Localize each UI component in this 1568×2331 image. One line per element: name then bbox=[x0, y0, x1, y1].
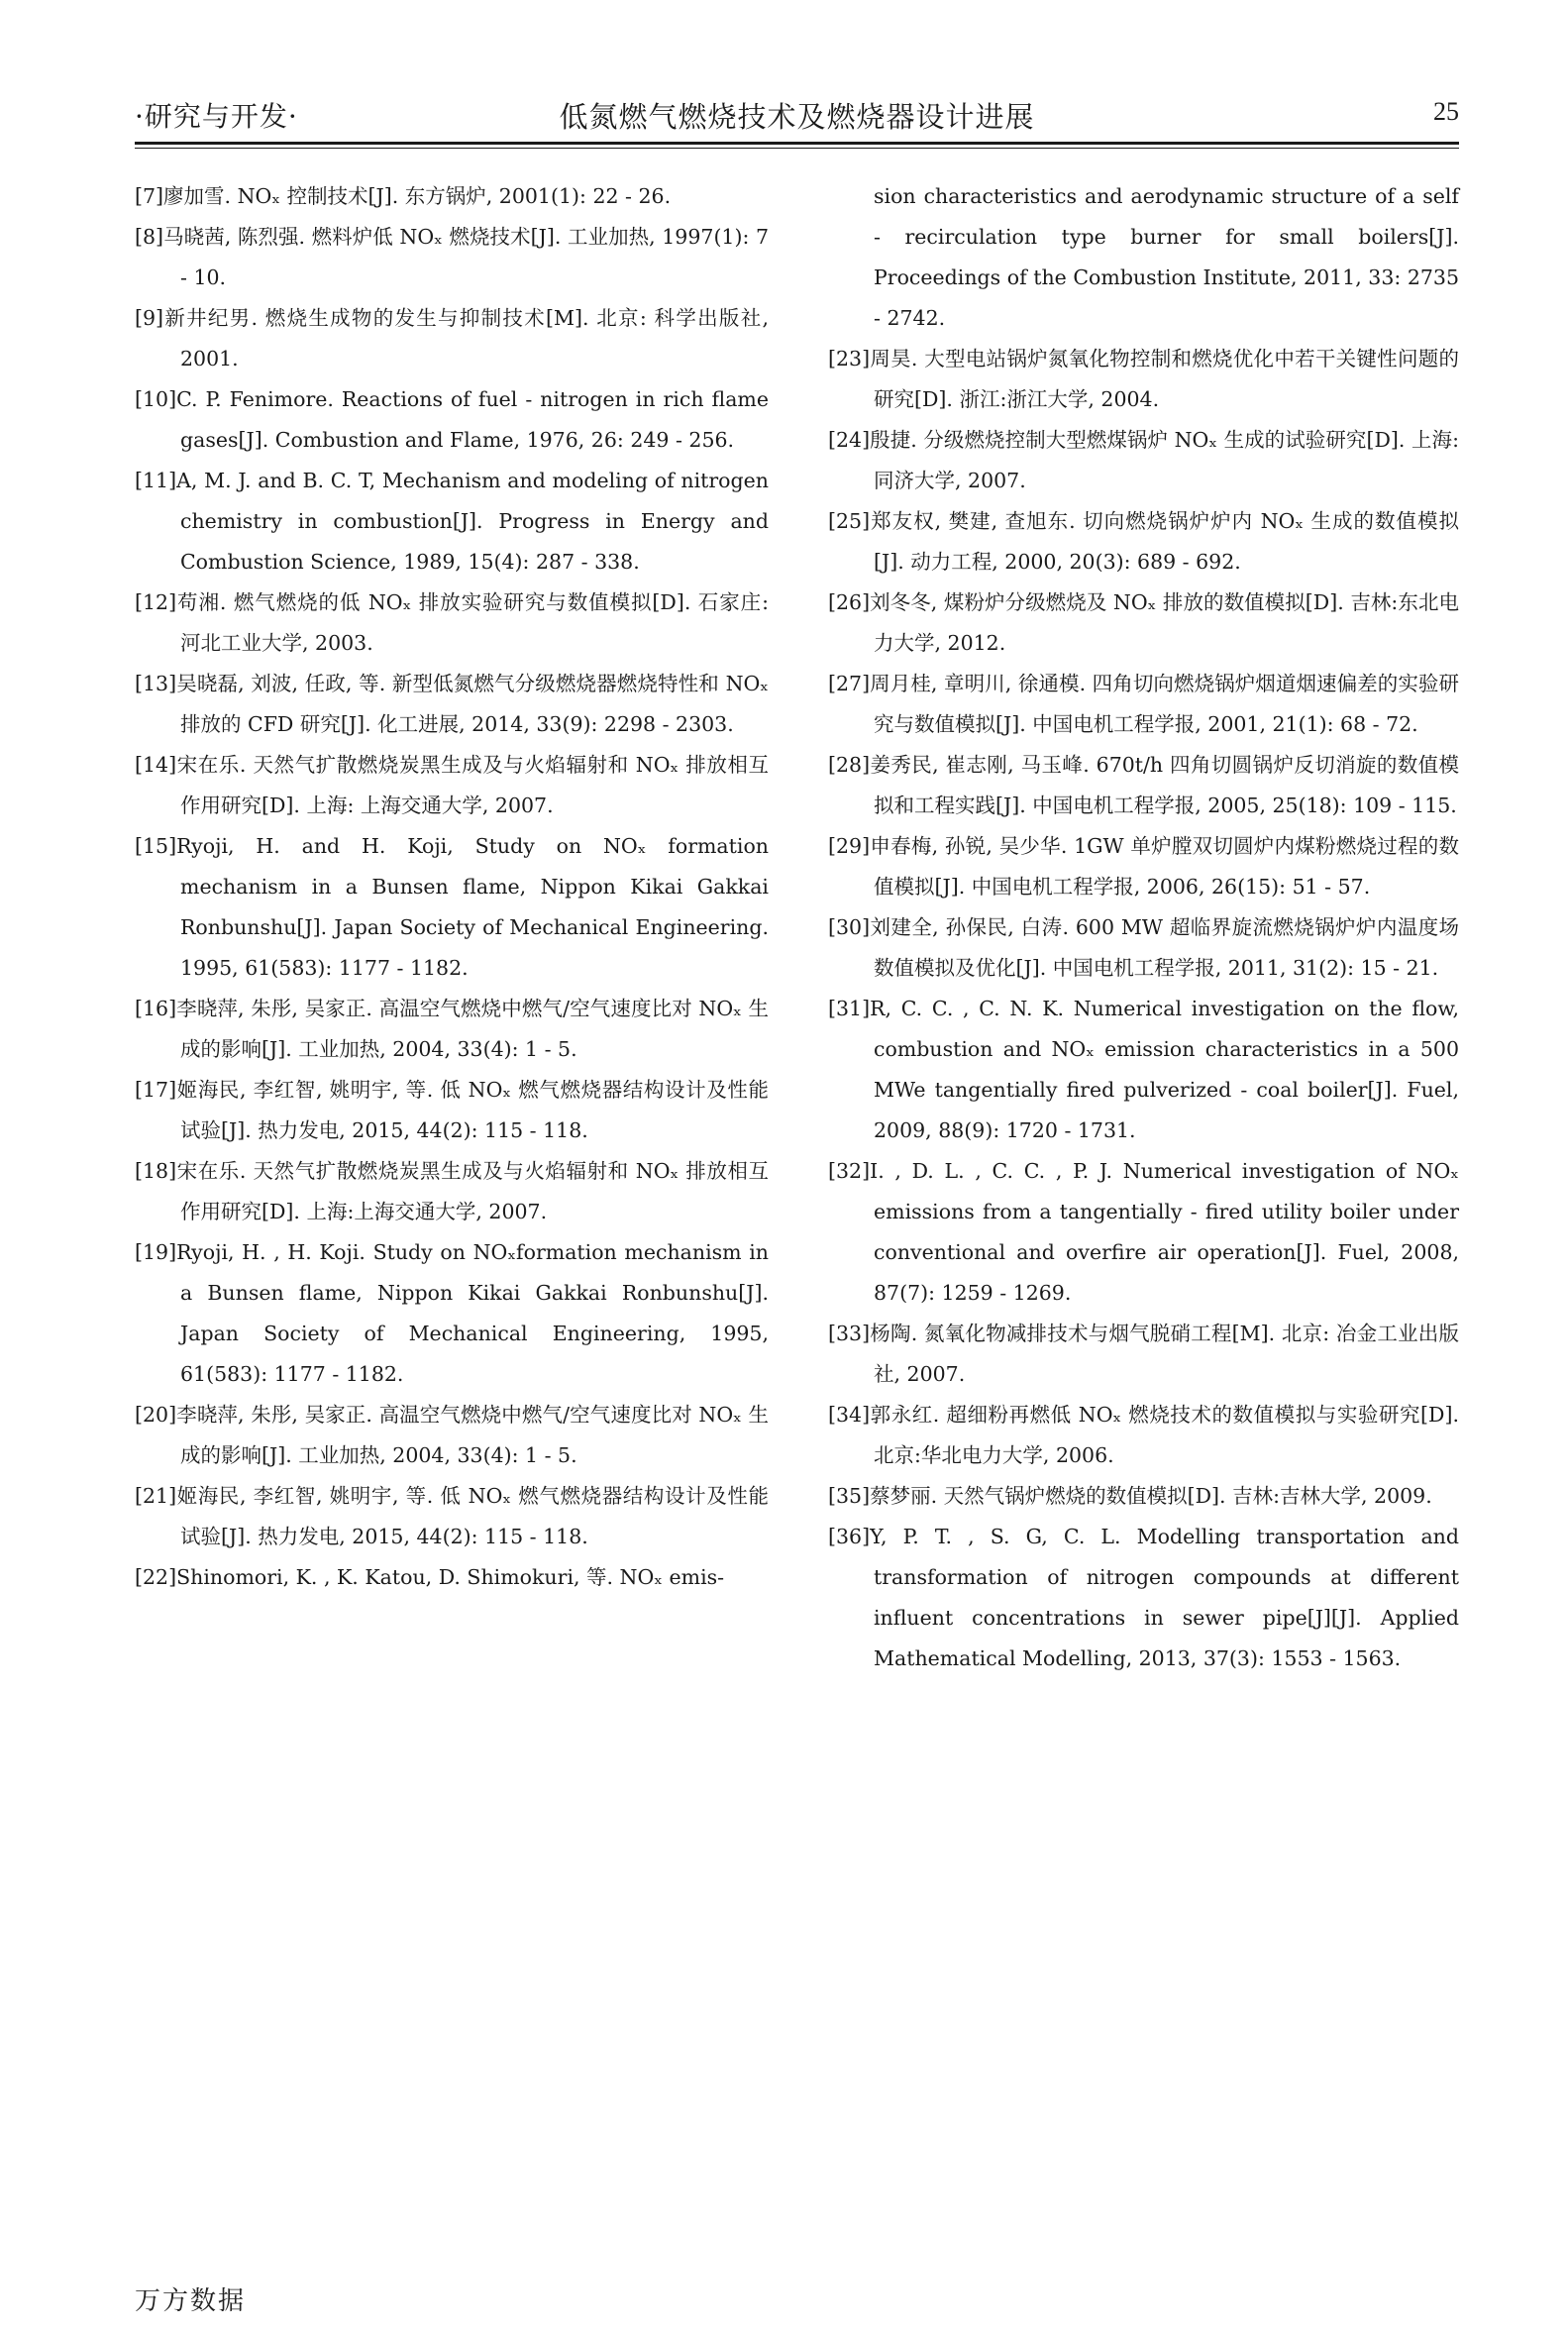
reference-entry: [31]R, C. C. , C. N. K. Numerical investigation on the flow, combustion and NOₓ emission characteristics in a 500 MWe tangentially fired pulverized - coal boiler[J]. Fuel, 2009, 88(9): 1720 - 1731. bbox=[828, 997, 1459, 1142]
section-label: ·研究与开发· bbox=[135, 100, 298, 133]
header-rule-thick bbox=[135, 142, 1459, 145]
reference-column-right bbox=[828, 176, 1459, 1679]
watermark: 万方数据 bbox=[135, 2286, 247, 2316]
reference-entry: [10]C. P. Fenimore. Reactions of fuel - nitrogen in rich flame gases[J]. Combustion and Flame, 1976, 26: 249 - 256. bbox=[135, 387, 769, 452]
reference-entry: [9]新井纪男. 燃烧生成物的发生与抑制技术[M]. 北京: 科学出版社, 2001. bbox=[135, 306, 769, 371]
header-rule-thin bbox=[135, 148, 1459, 149]
reference-entry: [28]姜秀民, 崔志刚, 马玉峰. 670t/h 四角切圆锅炉反切消旋的数值模拟和工程实践[J]. 中国电机工程学报, 2005, 25(18): 109 - 115. bbox=[828, 753, 1459, 817]
reference-continuation: sion characteristics and aerodynamic structure of a self - recirculation type burner for small boilers[J]. Proceedings of the Combustion Institute, 2011, 33: 2735 - 2742. bbox=[874, 184, 1459, 330]
reference-entry: [25]郑友权, 樊建, 查旭东. 切向燃烧锅炉炉内 NOₓ 生成的数值模拟[J]. 动力工程, 2000, 20(3): 689 - 692. bbox=[828, 509, 1459, 574]
page-number: 25 bbox=[1433, 97, 1459, 126]
reference-entry: [34]郭永红. 超细粉再燃低 NOₓ 燃烧技术的数值模拟与实验研究[D]. 北京:华北电力大学, 2006. bbox=[828, 1403, 1459, 1467]
reference-entry: [33]杨陶. 氮氧化物减排技术与烟气脱硝工程[M]. 北京: 冶金工业出版社, 2007. bbox=[828, 1322, 1459, 1386]
running-title: 低氮燃气燃烧技术及燃烧器设计进展 bbox=[559, 100, 1035, 134]
reference-entry: [30]刘建全, 孙保民, 白涛. 600 MW 超临界旋流燃烧锅炉炉内温度场数值模拟及优化[J]. 中国电机工程学报, 2011, 31(2): 15 - 21. bbox=[828, 915, 1459, 980]
reference-entry: [12]苟湘. 燃气燃烧的低 NOₓ 排放实验研究与数值模拟[D]. 石家庄: 河北工业大学, 2003. bbox=[135, 590, 769, 655]
reference-entry: [13]吴晓磊, 刘波, 任政, 等. 新型低氮燃气分级燃烧器燃烧特性和 NOₓ排放的 CFD 研究[J]. 化工进展, 2014, 33(9): 2298 - 2303. bbox=[135, 672, 769, 736]
reference-entry: [8]马晓茜, 陈烈强. 燃料炉低 NOₓ 燃烧技术[J]. 工业加热, 1997(1): 7 - 10. bbox=[135, 225, 769, 289]
reference-entry: [27]周月桂, 章明川, 徐通模. 四角切向燃烧锅炉烟道烟速偏差的实验研究与数值模拟[J]. 中国电机工程学报, 2001, 21(1): 68 - 72. bbox=[828, 672, 1459, 736]
reference-entry: [26]刘冬冬, 煤粉炉分级燃烧及 NOₓ 排放的数值模拟[D]. 吉林:东北电力大学, 2012. bbox=[828, 590, 1459, 655]
reference-entry: [11]A, M. J. and B. C. T, Mechanism and modeling of nitrogen chemistry in combustion[J]. Progress in Energy and Combustion Science, 1989, 15(4): 287 - 338. bbox=[135, 469, 769, 574]
reference-entry: [32]I. , D. L. , C. C. , P. J. Numerical investigation of NOₓ emissions from a tangentially - fired utility boiler under conventional and overfire air operation[J]. Fuel, 2008, 87(7): 1259 - 1269. bbox=[828, 1159, 1459, 1305]
reference-entry: [18]宋在乐. 天然气扩散燃烧炭黑生成及与火焰辐射和 NOₓ 排放相互作用研究[D]. 上海:上海交通大学, 2007. bbox=[135, 1159, 769, 1223]
reference-entry: [21]姬海民, 李红智, 姚明宇, 等. 低 NOₓ 燃气燃烧器结构设计及性能试验[J]. 热力发电, 2015, 44(2): 115 - 118. bbox=[135, 1484, 769, 1548]
running-header bbox=[135, 95, 1459, 143]
reference-entry: [19]Ryoji, H. , H. Koji. Study on NOₓformation mechanism in a Bunsen flame, Nippon Kikai Gakkai Ronbunshu[J]. Japan Society of Mechanical Engineering, 1995, 61(583): 1177 - 1182. bbox=[135, 1240, 769, 1386]
reference-entry: [16]李晓萍, 朱彤, 吴家正. 高温空气燃烧中燃气/空气速度比对 NOₓ 生成的影响[J]. 工业加热, 2004, 33(4): 1 - 5. bbox=[135, 997, 769, 1061]
reference-entry: [20]李晓萍, 朱彤, 吴家正. 高温空气燃烧中燃气/空气速度比对 NOₓ 生成的影响[J]. 工业加热, 2004, 33(4): 1 - 5. bbox=[135, 1403, 769, 1467]
reference-entry: [15]Ryoji, H. and H. Koji, Study on NOₓ formation mechanism in a Bunsen flame, Nippon Kikai Gakkai Ronbunshu[J]. Japan Society of Mechanical Engineering. 1995, 61(583): 1177 - 1182. bbox=[135, 834, 769, 980]
reference-entry: [24]殷捷. 分级燃烧控制大型燃煤锅炉 NOₓ 生成的试验研究[D]. 上海:同济大学, 2007. bbox=[828, 428, 1459, 492]
reference-entry: [14]宋在乐. 天然气扩散燃烧炭黑生成及与火焰辐射和 NOₓ 排放相互作用研究[D]. 上海: 上海交通大学, 2007. bbox=[135, 753, 769, 817]
reference-entry: [17]姬海民, 李红智, 姚明宇, 等. 低 NOₓ 燃气燃烧器结构设计及性能试验[J]. 热力发电, 2015, 44(2): 115 - 118. bbox=[135, 1078, 769, 1142]
reference-entry: [23]周昊. 大型电站锅炉氮氧化物控制和燃烧优化中若干关键性问题的研究[D]. 浙江:浙江大学, 2004. bbox=[828, 347, 1459, 411]
reference-entry: [22]Shinomori, K. , K. Katou, D. Shimokuri, 等. NOₓ emis- bbox=[135, 1565, 725, 1589]
reference-entry: [35]蔡梦丽. 天然气锅炉燃烧的数值模拟[D]. 吉林:吉林大学, 2009. bbox=[828, 1484, 1432, 1508]
reference-entry: [29]申春梅, 孙锐, 吴少华. 1GW 单炉膛双切圆炉内煤粉燃烧过程的数值模拟[J]. 中国电机工程学报, 2006, 26(15): 51 - 57. bbox=[828, 834, 1459, 899]
reference-entry: [36]Y, P. T. , S. G, C. L. Modelling transportation and transformation of nitrogen compounds at different influent concentrations in sewer pipe[J][J]. Applied Mathematical Modelling, 2013, 37(3): 1553 - 1563. bbox=[828, 1525, 1459, 1670]
reference-column-left bbox=[135, 176, 769, 1598]
reference-entry: [7]廖加雪. NOₓ 控制技术[J]. 东方锅炉, 2001(1): 22 - 26. bbox=[135, 184, 672, 208]
